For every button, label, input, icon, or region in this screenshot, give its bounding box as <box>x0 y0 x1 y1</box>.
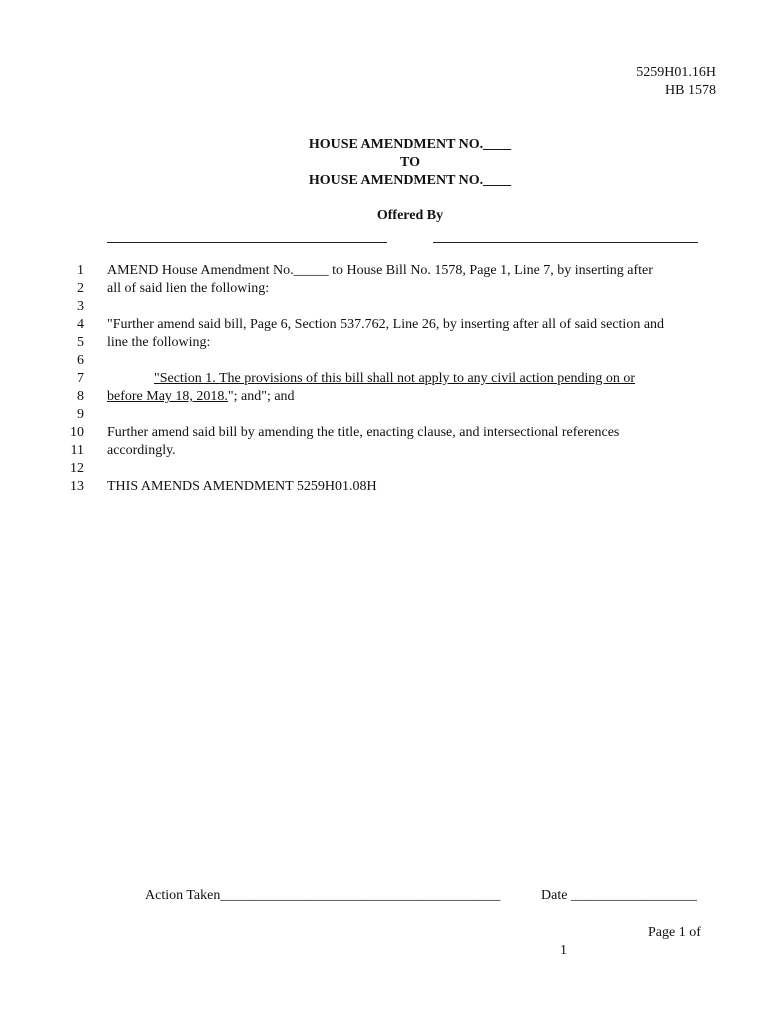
document-code: 5259H01.16H <box>636 65 716 80</box>
line-text <box>107 388 295 406</box>
bill-number: HB 1578 <box>665 83 716 98</box>
body-line <box>0 460 770 478</box>
sponsor-signature-line-left <box>107 242 387 243</box>
line-text: line the following: <box>107 335 211 350</box>
line-number: 7 <box>77 371 84 386</box>
page-total: 1 <box>560 943 567 958</box>
line-text: Further amend said bill by amending the title, enacting clause, and intersectional references <box>107 425 620 440</box>
line-number: 11 <box>70 443 84 458</box>
line-text: "Further amend said bill, Page 6, Section 537.762, Line 26, by inserting after all of said section and <box>107 317 665 332</box>
line-number: 1 <box>77 263 84 278</box>
body-line <box>0 334 770 352</box>
closing-quote-text: "; and"; and <box>227 389 295 404</box>
line-number: 8 <box>77 389 84 404</box>
line-number: 12 <box>70 461 84 476</box>
offered-by-label: Offered By <box>376 208 444 223</box>
body-line <box>0 262 770 280</box>
date-field: Date __________________ <box>541 888 697 903</box>
line-number: 13 <box>70 479 84 494</box>
line-number: 4 <box>77 317 84 332</box>
inserted-section-text: "Section 1. The provisions of this bill shall not apply to any civil action pending on or <box>154 371 636 386</box>
body-line <box>0 352 770 370</box>
body-line <box>0 406 770 424</box>
body-line <box>0 424 770 442</box>
body-line <box>0 478 770 496</box>
line-text: all of said lien the following: <box>107 281 270 296</box>
line-number: 3 <box>77 299 84 314</box>
title-line-3: HOUSE AMENDMENT NO.____ <box>308 173 512 188</box>
body-line <box>0 280 770 298</box>
inserted-section-text-end: before May 18, 2018. <box>107 389 228 404</box>
line-number: 10 <box>70 425 84 440</box>
line-number: 5 <box>77 335 84 350</box>
line-number: 2 <box>77 281 84 296</box>
action-taken-field: Action Taken________________________________________ <box>145 888 501 903</box>
body-line <box>0 442 770 460</box>
title-line-1: HOUSE AMENDMENT NO.____ <box>308 137 512 152</box>
title-line-2: TO <box>400 155 420 170</box>
line-text: THIS AMENDS AMENDMENT 5259H01.08H <box>107 479 377 494</box>
line-number: 9 <box>77 407 84 422</box>
body-line <box>0 370 770 388</box>
amendment-title <box>0 136 770 190</box>
body-line <box>0 388 770 406</box>
line-text: AMEND House Amendment No._____ to House Bill No. 1578, Page 1, Line 7, by inserting after <box>107 263 653 278</box>
amendment-body <box>0 262 770 496</box>
sponsor-signature-line-right <box>433 242 698 243</box>
body-line <box>0 298 770 316</box>
line-text: accordingly. <box>107 443 176 458</box>
page-number-label: Page 1 of <box>648 925 701 940</box>
body-line <box>0 316 770 334</box>
line-number: 6 <box>77 353 84 368</box>
